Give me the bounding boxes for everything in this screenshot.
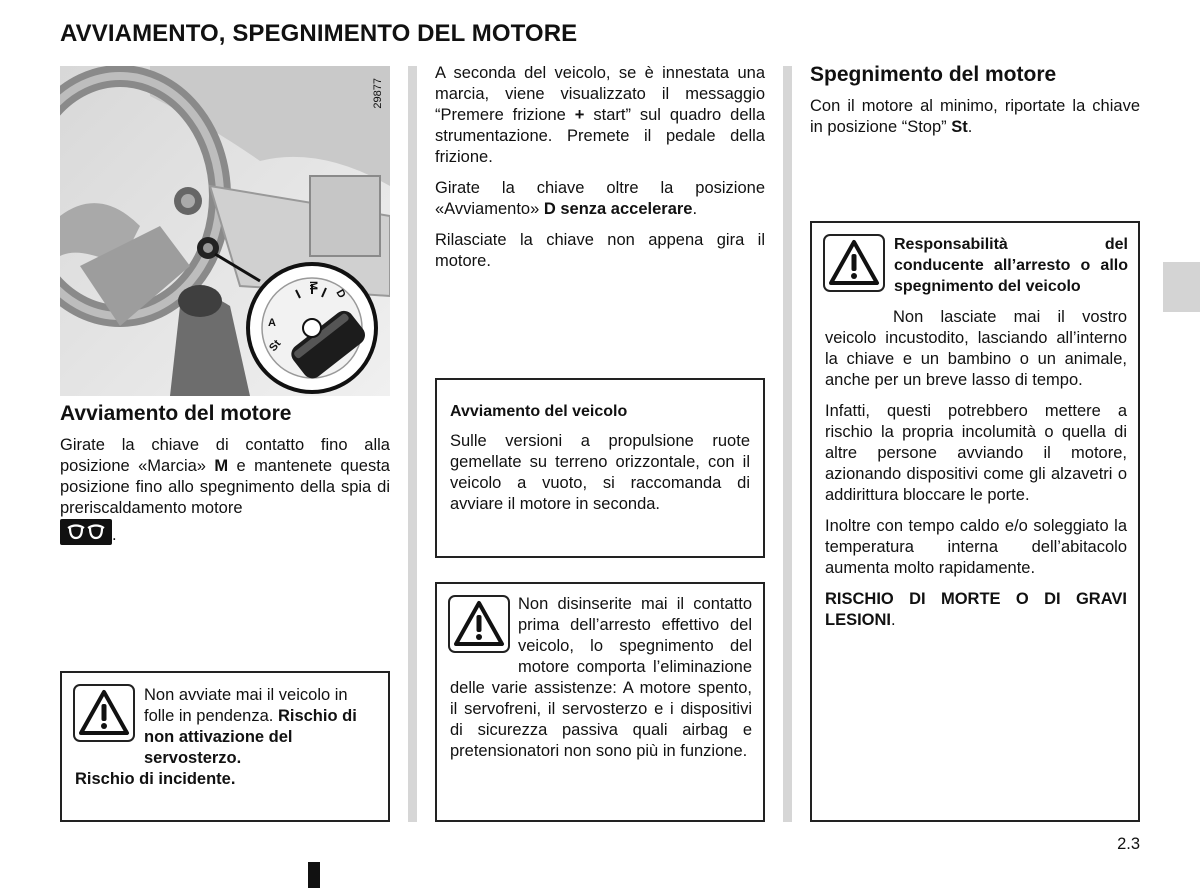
start-text-end: . <box>112 526 117 544</box>
warning-start-text: Non avviate mai il veicolo in folle in pendenza. <box>144 686 348 725</box>
procedure-paragraph-2 <box>435 178 765 220</box>
warning-box-stop <box>435 582 765 822</box>
procedure-text-2b: . <box>692 200 698 218</box>
switch-label-a: A <box>268 317 276 329</box>
procedure-text-2: Girate la chiave oltre la posizione «Avviamento» <box>435 179 765 218</box>
warning-stop-text-body: Non disinserite mai il contatto prima dell’arresto effettivo del veicolo, lo spegnimento del motore comporta l’eliminazione delle varie assistenze: A motore spento, il servofreni, il servosterzo e i dispositivi di sicurezza passiva quali airbag e pretensionatori non sono più in funzione. <box>450 595 752 760</box>
responsibility-body <box>825 307 1127 631</box>
procedure-paragraph-1 <box>435 63 765 168</box>
responsibility-title: Responsabilità del conducente all’arresto o allo spegnimento del veicolo <box>894 236 1128 295</box>
responsibility-p3: Inoltre con tempo caldo e/o soleggiato la temperatura interna dell’abitacolo aumenta molto rapidamente. <box>825 517 1127 577</box>
ignition-key-illustration <box>60 66 390 396</box>
warning-box-start <box>60 671 390 822</box>
footer-mark <box>308 862 320 888</box>
column-divider <box>783 66 792 822</box>
start-text-bold: M <box>214 457 229 475</box>
risk-warning: RISCHIO DI MORTE O DI GRAVI LESIONI <box>825 590 1127 629</box>
figure-number: 29877 <box>372 78 384 109</box>
page-title: AVVIAMENTO, SPEGNIMENTO DEL MOTORE <box>60 20 578 47</box>
procedure-plus: + <box>574 106 585 124</box>
switch-label-d: D <box>333 287 348 301</box>
stop-bold: St <box>951 118 968 136</box>
responsibility-p2: Infatti, questi potrebbero mettere a rischio la propria incolumità o quella di altre persone avviando il motore, azionando dispositivi come gli alzavetri o addirittura bloccare le porte. <box>825 402 1127 504</box>
procedure-paragraph-3: Rilasciate la chiave non appena gira il motore. <box>435 231 765 270</box>
stop-text: Con il motore al minimo, riportate la chiave in posizione “Stop” <box>810 97 1140 136</box>
procedure-text-1b: start” sul quadro della strumentazione. Premete il pedale della frizione. <box>435 106 766 166</box>
stop-instructions <box>810 96 1140 138</box>
section-heading-stop: Spegnimento del motore <box>810 63 1057 86</box>
risk-warning-end: . <box>891 611 896 629</box>
page-number: 2.3 <box>1117 835 1140 853</box>
warning-start-bold2: Rischio di incidente. <box>75 770 236 788</box>
section-heading-start: Avviamento del motore <box>60 402 292 425</box>
start-text: Girate la chiave di contatto fino alla posizione «Marcia» <box>60 436 390 475</box>
info-box-vehicle-start <box>435 378 765 558</box>
warning-triangle-icon <box>73 684 135 742</box>
warning-start-bold: Rischio di non attivazione del servosterzo. <box>144 707 357 767</box>
switch-label-m: M <box>307 281 319 291</box>
procedure-text-1: A seconda del veicolo, se è innestata una marcia, viene visualizzato il messaggio “Premere frizione <box>435 64 765 124</box>
info-box-text: Sulle versioni a propulsione ruote gemellate su terreno orizzontale, con il veicolo a vuoto, si raccomanda di avviare il motore in seconda. <box>450 432 750 513</box>
column-divider <box>408 66 417 822</box>
warning-triangle-icon <box>823 234 885 292</box>
switch-label-st: St <box>267 337 284 354</box>
icon-spacer <box>450 594 518 676</box>
section-tab <box>1163 262 1200 312</box>
warning-stop-text <box>450 594 752 762</box>
responsibility-p4 <box>825 589 1127 631</box>
start-procedure <box>435 63 765 282</box>
start-text-after: e mantenete questa posizione fino allo spegnimento della spia di preriscaldamento motore <box>60 457 390 517</box>
warning-box-responsibility <box>810 221 1140 822</box>
info-box-title: Avviamento del veicolo <box>450 403 628 420</box>
dashboard-drawing <box>60 66 390 396</box>
stop-text-end: . <box>967 118 973 136</box>
start-instructions <box>60 435 390 546</box>
glow-plug-icon <box>60 519 112 545</box>
responsibility-p1: Non lasciate mai il vostro veicolo incustodito, lasciando all’interno la chiave e un bambino o un animale, anche per un breve lasso di tempo. <box>825 308 1127 389</box>
procedure-bold-2: D senza accelerare <box>543 200 693 218</box>
